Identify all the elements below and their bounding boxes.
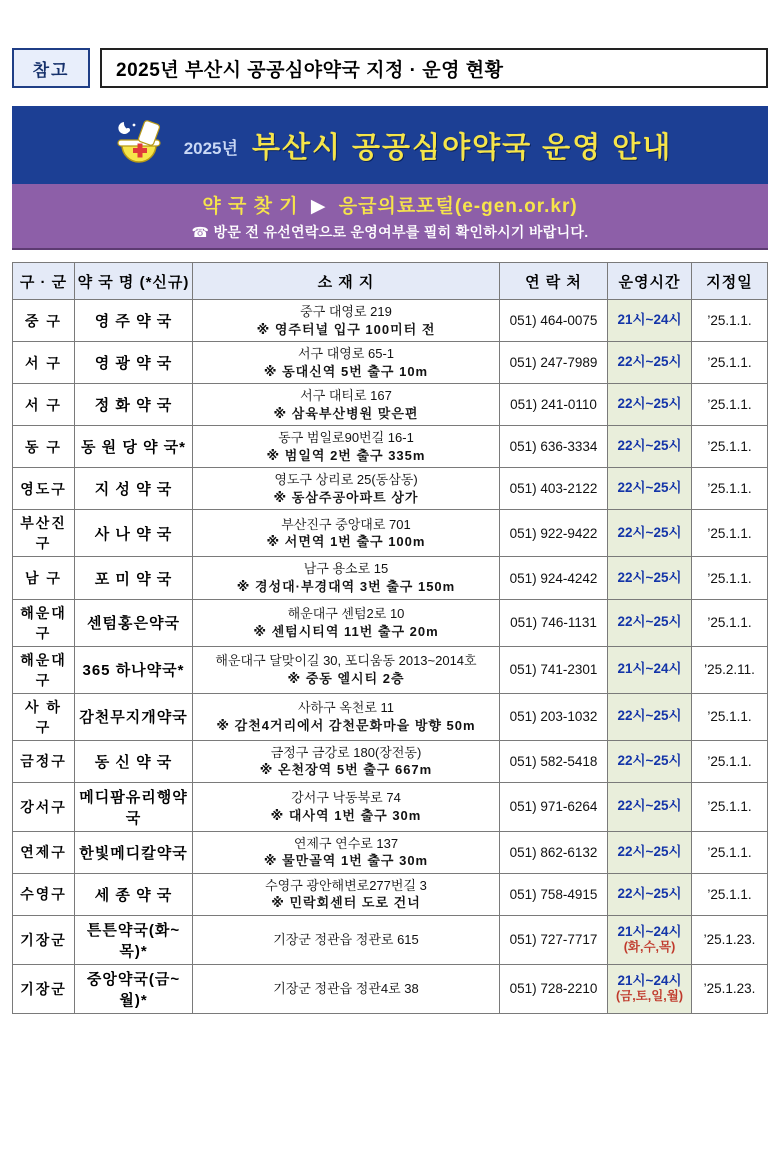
cell-address: 영도구 상리로 25(동삼동) ※ 동삼주공아파트 상가 xyxy=(193,468,500,510)
cell-pharmacy-name: 센텀홍은약국 xyxy=(75,599,193,646)
cell-address: 부산진구 중앙대로 701 ※ 서면역 1번 출구 100m xyxy=(193,510,500,557)
col-header-tel: 연 락 처 xyxy=(500,263,608,300)
table-row xyxy=(13,599,768,646)
cell-designation-date: ’25.1.1. xyxy=(692,557,768,599)
table-row xyxy=(13,646,768,693)
table-body xyxy=(13,300,768,1014)
cell-district: 동 구 xyxy=(13,426,75,468)
cell-pharmacy-name: 감천무지개약국 xyxy=(75,693,193,740)
cell-district: 사 하 구 xyxy=(13,693,75,740)
cell-operating-hours: 22시~25시 xyxy=(608,782,692,831)
cell-telephone: 051) 464-0075 xyxy=(500,300,608,342)
cell-address: 연제구 연수로 137 ※ 물만골역 1번 출구 30m xyxy=(193,831,500,873)
cell-telephone: 051) 403-2122 xyxy=(500,468,608,510)
cell-district: 남 구 xyxy=(13,557,75,599)
cell-pharmacy-name: 정 화 약 국 xyxy=(75,384,193,426)
table-row xyxy=(13,693,768,740)
table-row xyxy=(13,557,768,599)
table-row xyxy=(13,342,768,384)
table-row xyxy=(13,426,768,468)
pharmacy-table xyxy=(12,262,768,1014)
cell-designation-date: ’25.1.23. xyxy=(692,964,768,1013)
cell-telephone: 051) 922-9422 xyxy=(500,510,608,557)
col-header-address: 소 재 지 xyxy=(193,263,500,300)
col-header-name: 약 국 명 (*신규) xyxy=(75,263,193,300)
cell-pharmacy-name: 지 성 약 국 xyxy=(75,468,193,510)
cell-district: 금정구 xyxy=(13,740,75,782)
cell-operating-hours: 22시~25시 xyxy=(608,873,692,915)
cell-telephone: 051) 247-7989 xyxy=(500,342,608,384)
cell-address: 수영구 광안해변로277번길 3 ※ 민락회센터 도로 건너 xyxy=(193,873,500,915)
cell-telephone: 051) 924-4242 xyxy=(500,557,608,599)
cell-address: 해운대구 센텀2로 10 ※ 센텀시티역 11번 출구 20m xyxy=(193,599,500,646)
cell-designation-date: ’25.1.1. xyxy=(692,782,768,831)
cell-operating-hours: 22시~25시 xyxy=(608,693,692,740)
table-row xyxy=(13,873,768,915)
notice-strip xyxy=(12,184,768,250)
cell-pharmacy-name: 영 주 약 국 xyxy=(75,300,193,342)
portal-link[interactable]: 응급의료포털(e-gen.or.kr) xyxy=(338,196,578,217)
cell-pharmacy-name: 세 종 약 국 xyxy=(75,873,193,915)
cell-operating-hours: 22시~25시 xyxy=(608,599,692,646)
header xyxy=(12,48,768,88)
cell-district: 기장군 xyxy=(13,915,75,964)
table-row xyxy=(13,782,768,831)
cell-district: 기장군 xyxy=(13,964,75,1013)
cell-telephone: 051) 727-7717 xyxy=(500,915,608,964)
cell-address: 서구 대티로 167 ※ 삼육부산병원 맞은편 xyxy=(193,384,500,426)
cell-district: 중 구 xyxy=(13,300,75,342)
cell-designation-date: ’25.1.23. xyxy=(692,915,768,964)
cell-address: 서구 대영로 65-1 ※ 동대신역 5번 출구 10m xyxy=(193,342,500,384)
cell-designation-date: ’25.1.1. xyxy=(692,693,768,740)
reference-badge: 참고 xyxy=(12,48,90,88)
table-row xyxy=(13,964,768,1013)
arrow-icon: ▶ xyxy=(310,196,327,217)
cell-operating-hours: 22시~25시 xyxy=(608,740,692,782)
page-title: 2025년 부산시 공공심야약국 지정 · 운영 현황 xyxy=(100,48,768,88)
cell-operating-hours: 21시~24시 (금,토,일,월) xyxy=(608,964,692,1013)
cell-address: 해운대구 달맞이길 30, 포디움동 2013~2014호 ※ 중동 엘시티 2층 xyxy=(193,646,500,693)
table-row xyxy=(13,468,768,510)
cell-telephone: 051) 971-6264 xyxy=(500,782,608,831)
find-pharmacy-label: 약 국 찾 기 xyxy=(202,196,299,217)
table-row xyxy=(13,831,768,873)
cell-operating-hours: 21시~24시 xyxy=(608,300,692,342)
cell-telephone: 051) 636-3334 xyxy=(500,426,608,468)
cell-pharmacy-name: 영 광 약 국 xyxy=(75,342,193,384)
table-row xyxy=(13,300,768,342)
cell-address: 사하구 옥천로 11 ※ 감천4거리에서 감천문화마을 방향 50m xyxy=(193,693,500,740)
cell-operating-hours: 22시~25시 xyxy=(608,342,692,384)
table-row xyxy=(13,740,768,782)
cell-address: 강서구 낙동북로 74 ※ 대사역 1번 출구 30m xyxy=(193,782,500,831)
cell-district: 연제구 xyxy=(13,831,75,873)
cell-designation-date: ’25.1.1. xyxy=(692,342,768,384)
cell-telephone: 051) 241-0110 xyxy=(500,384,608,426)
cell-operating-hours: 22시~25시 xyxy=(608,384,692,426)
cell-address: 기장군 정관읍 정관로 615 xyxy=(193,915,500,964)
cell-telephone: 051) 582-5418 xyxy=(500,740,608,782)
cell-district: 부산진구 xyxy=(13,510,75,557)
cell-pharmacy-name: 동 신 약 국 xyxy=(75,740,193,782)
cell-telephone: 051) 746-1131 xyxy=(500,599,608,646)
cell-operating-hours: 22시~25시 xyxy=(608,831,692,873)
cell-designation-date: ’25.1.1. xyxy=(692,300,768,342)
cell-designation-date: ’25.2.11. xyxy=(692,646,768,693)
notice-subtext: 방문 전 유선연락으로 운영여부를 필히 확인하시기 바랍니다. xyxy=(213,224,589,240)
table-row xyxy=(13,915,768,964)
mortar-and-pestle-icon xyxy=(108,118,170,172)
cell-operating-hours: 22시~25시 xyxy=(608,510,692,557)
banner-year: 2025년 xyxy=(183,139,238,158)
cell-pharmacy-name: 동 원 당 약 국* xyxy=(75,426,193,468)
cell-district: 서 구 xyxy=(13,342,75,384)
cell-district: 해운대구 xyxy=(13,599,75,646)
cell-pharmacy-name: 한빛메디칼약국 xyxy=(75,831,193,873)
cell-district: 강서구 xyxy=(13,782,75,831)
cell-designation-date: ’25.1.1. xyxy=(692,468,768,510)
cell-designation-date: ’25.1.1. xyxy=(692,426,768,468)
cell-address: 기장군 정관읍 정관4로 38 xyxy=(193,964,500,1013)
table-header-row xyxy=(13,263,768,300)
cell-pharmacy-name: 중앙약국(금~월)* xyxy=(75,964,193,1013)
telephone-icon: ☎ xyxy=(191,224,210,240)
banner-title: 부산시 공공심야약국 운영 안내 xyxy=(251,131,673,164)
cell-designation-date: ’25.1.1. xyxy=(692,384,768,426)
document-page xyxy=(0,48,780,1014)
cell-designation-date: ’25.1.1. xyxy=(692,510,768,557)
cell-address: 동구 범일로90번길 16-1 ※ 범일역 2번 출구 335m xyxy=(193,426,500,468)
cell-district: 해운대구 xyxy=(13,646,75,693)
cell-operating-hours: 21시~24시 xyxy=(608,646,692,693)
cell-operating-hours: 22시~25시 xyxy=(608,557,692,599)
cell-district: 영도구 xyxy=(13,468,75,510)
cell-address: 금정구 금강로 180(장전동) ※ 온천장역 5번 출구 667m xyxy=(193,740,500,782)
cell-operating-hours: 22시~25시 xyxy=(608,468,692,510)
cell-designation-date: ’25.1.1. xyxy=(692,740,768,782)
cell-telephone: 051) 862-6132 xyxy=(500,831,608,873)
cell-telephone: 051) 203-1032 xyxy=(500,693,608,740)
table-row xyxy=(13,510,768,557)
cell-pharmacy-name: 365 하나약국* xyxy=(75,646,193,693)
cell-operating-hours: 21시~24시 (화,수,목) xyxy=(608,915,692,964)
banner xyxy=(12,106,768,184)
cell-district: 수영구 xyxy=(13,873,75,915)
col-header-district: 구 · 군 xyxy=(13,263,75,300)
cell-address: 남구 용소로 15 ※ 경성대·부경대역 3번 출구 150m xyxy=(193,557,500,599)
table-row xyxy=(13,384,768,426)
cell-telephone: 051) 728-2210 xyxy=(500,964,608,1013)
cell-telephone: 051) 758-4915 xyxy=(500,873,608,915)
col-header-hours: 운영시간 xyxy=(608,263,692,300)
cell-designation-date: ’25.1.1. xyxy=(692,831,768,873)
col-header-date: 지정일 xyxy=(692,263,768,300)
cell-telephone: 051) 741-2301 xyxy=(500,646,608,693)
cell-operating-hours: 22시~25시 xyxy=(608,426,692,468)
cell-designation-date: ’25.1.1. xyxy=(692,873,768,915)
cell-pharmacy-name: 포 미 약 국 xyxy=(75,557,193,599)
cell-pharmacy-name: 튼튼약국(화~목)* xyxy=(75,915,193,964)
cell-pharmacy-name: 사 나 약 국 xyxy=(75,510,193,557)
cell-pharmacy-name: 메디팜유리행약국 xyxy=(75,782,193,831)
cell-district: 서 구 xyxy=(13,384,75,426)
cell-address: 중구 대영로 219 ※ 영주터널 입구 100미터 전 xyxy=(193,300,500,342)
cell-designation-date: ’25.1.1. xyxy=(692,599,768,646)
